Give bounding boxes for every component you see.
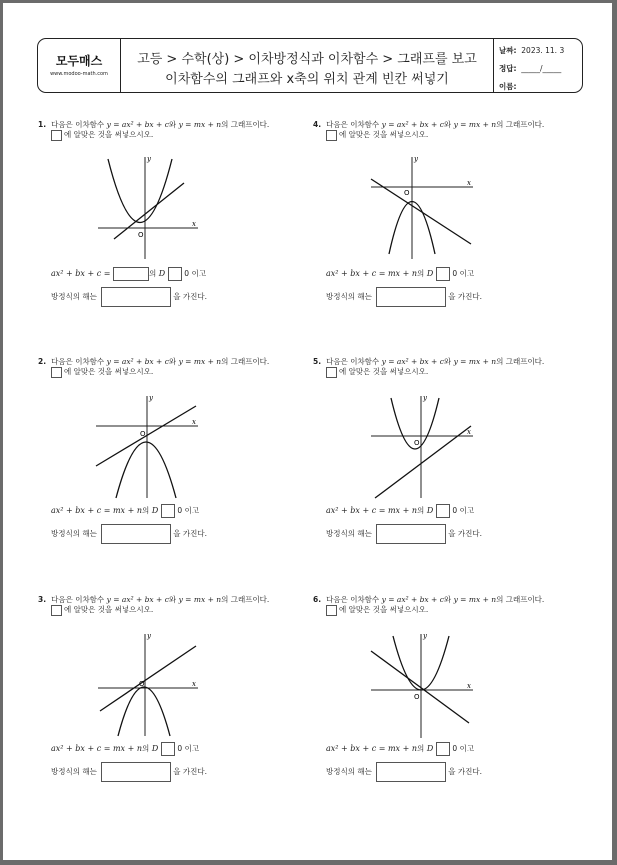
eq-middle: 의 — [417, 506, 425, 515]
eq-middle: 의 — [142, 744, 150, 753]
score-value: _____/_____ — [521, 64, 562, 73]
eq-middle: 의 — [417, 269, 425, 278]
answer-box-3b[interactable] — [161, 742, 175, 756]
blank-marker — [51, 130, 62, 141]
date-value: 2023. 11. 3 — [521, 46, 565, 55]
graph-2 — [88, 388, 208, 500]
title-line-1: 고등 > 수학(상) > 이차방정식과 이차함수 > 그래프를 보고 — [137, 52, 477, 67]
answer-box-1b[interactable] — [168, 267, 182, 281]
y-label: y — [423, 632, 427, 640]
line — [371, 179, 471, 244]
instruction-text: 에 알맞은 것을 써넣으시오. — [64, 605, 154, 614]
problem-number: 2. — [38, 357, 47, 366]
x-label: x — [467, 179, 471, 187]
worksheet-header — [37, 38, 583, 93]
y-label: y — [423, 394, 427, 402]
line — [375, 426, 471, 498]
origin-label: O — [414, 693, 420, 701]
instruction-text: 에 알맞은 것을 써넣으시오. — [339, 130, 429, 139]
eq-tail: 이고 — [459, 269, 475, 278]
parabola — [108, 159, 172, 223]
y-label: y — [149, 394, 153, 402]
problem-number: 3. — [38, 595, 47, 604]
solution-prefix: 방정식의 해는 — [51, 767, 97, 776]
origin-label: O — [138, 231, 144, 239]
question-suffix: 의 그래프이다. — [221, 357, 270, 366]
blank-marker — [51, 367, 62, 378]
blank-marker — [51, 605, 62, 616]
worksheet-title — [121, 39, 494, 92]
problem-4: 4. 다음은 이차함수 y = ax² + bx + c와 y = mx + n의 그래프이다. 에 알맞은 것을 써넣으시오. x y O ax² + bx + c = mx + n의 D 0 이고 방정식의 해는 을 가진다. — [313, 119, 583, 349]
graph-6 — [363, 626, 483, 738]
problem-2: 2. 다음은 이차함수 y = ax² + bx + c와 y = mx + n의 그래프이다. 에 알맞은 것을 써넣으시오. x y O ax² + bx + c = mx + n의 D 0 이고 방정식의 해는 을 가진다. — [38, 356, 308, 586]
answer-box-1c[interactable] — [101, 287, 171, 307]
problem-number: 5. — [313, 357, 322, 366]
origin-label: O — [414, 439, 420, 447]
question-suffix: 의 그래프이다. — [496, 595, 545, 604]
question-prefix: 다음은 이차함수 — [326, 595, 380, 604]
instruction-text: 에 알맞은 것을 써넣으시오. — [64, 367, 154, 376]
y-label: y — [147, 155, 151, 163]
name-label: 이름: — [499, 82, 517, 91]
instruction-text: 에 알맞은 것을 써넣으시오. — [339, 605, 429, 614]
question-suffix: 의 그래프이다. — [496, 357, 545, 366]
problem-number: 4. — [313, 120, 322, 129]
parabola — [116, 442, 176, 498]
blank-marker — [326, 130, 337, 141]
question-prefix: 다음은 이차함수 — [51, 595, 105, 604]
eq-middle: 의 — [148, 269, 157, 278]
eq-middle: 의 — [142, 506, 150, 515]
question-suffix: 의 그래프이다. — [496, 120, 545, 129]
graph-4 — [363, 149, 483, 261]
problem-number: 6. — [313, 595, 322, 604]
y-label: y — [414, 155, 418, 163]
question-prefix: 다음은 이차함수 — [51, 357, 105, 366]
x-label: x — [467, 682, 471, 690]
problem-number: 1. — [38, 120, 47, 129]
y-label: y — [147, 632, 151, 640]
answer-box-2b[interactable] — [161, 504, 175, 518]
question-prefix: 다음은 이차함수 — [51, 120, 105, 129]
eq-tail: 이고 — [184, 506, 200, 515]
answer-box-4c[interactable] — [376, 287, 446, 307]
eq-middle: 의 — [417, 744, 425, 753]
solution-prefix: 방정식의 해는 — [326, 292, 372, 301]
x-label: x — [467, 428, 471, 436]
answer-box-1a[interactable] — [113, 267, 149, 281]
blank-marker — [326, 605, 337, 616]
instruction-text: 에 알맞은 것을 써넣으시오. — [64, 130, 154, 139]
brand-logo — [38, 39, 121, 92]
solution-suffix: 을 가진다. — [448, 767, 482, 776]
question-prefix: 다음은 이차함수 — [326, 120, 380, 129]
solution-suffix: 을 가진다. — [173, 529, 207, 538]
line — [96, 406, 196, 466]
solution-prefix: 방정식의 해는 — [51, 292, 97, 301]
title-line-2: 이차함수의 그래프와 x축의 위치 관계 빈칸 써넣기 — [165, 72, 449, 87]
eq-tail: 이고 — [459, 744, 475, 753]
answer-box-2c[interactable] — [101, 524, 171, 544]
brand-url: www.modoo-math.com — [50, 71, 108, 77]
blank-marker — [326, 367, 337, 378]
x-label: x — [192, 418, 196, 426]
graph-3 — [88, 626, 208, 738]
graph-1 — [88, 149, 208, 261]
eq-tail: 이고 — [191, 269, 207, 278]
solution-prefix: 방정식의 해는 — [326, 767, 372, 776]
problem-1: 1. 다음은 이차함수 y = ax² + bx + c와 y = mx + n의 그래프이다. 에 알맞은 것을 써넣으시오. x y O ax² + bx + c = 의 D 0 이고 방정식의 해는 을 가진다. — [38, 119, 308, 349]
solution-prefix: 방정식의 해는 — [326, 529, 372, 538]
answer-box-3c[interactable] — [101, 762, 171, 782]
answer-box-4b[interactable] — [436, 267, 450, 281]
solution-suffix: 을 가진다. — [173, 292, 207, 301]
problem-3: 3. 다음은 이차함수 y = ax² + bx + c와 y = mx + n의 그래프이다. 에 알맞은 것을 써넣으시오. x y O ax² + bx + c = mx + n의 D 0 이고 방정식의 해는 을 가진다. — [38, 594, 308, 824]
line — [100, 646, 196, 711]
origin-label: O — [140, 430, 146, 438]
brand-name: 모두매스 — [55, 54, 103, 68]
line — [114, 183, 184, 239]
x-label: x — [192, 680, 196, 688]
answer-box-5c[interactable] — [376, 524, 446, 544]
instruction-text: 에 알맞은 것을 써넣으시오. — [339, 367, 429, 376]
problem-6: 6. 다음은 이차함수 y = ax² + bx + c와 y = mx + n의 그래프이다. 에 알맞은 것을 써넣으시오. x y O ax² + bx + c = mx + n의 D 0 이고 방정식의 해는 을 가진다. — [313, 594, 583, 824]
problem-5: 5. 다음은 이차함수 y = ax² + bx + c와 y = mx + n의 그래프이다. 에 알맞은 것을 써넣으시오. x y O ax² + bx + c = mx + n의 D 0 이고 방정식의 해는 을 가진다. — [313, 356, 583, 586]
solution-prefix: 방정식의 해는 — [51, 529, 97, 538]
answer-box-5b[interactable] — [436, 504, 450, 518]
worksheet-page — [3, 3, 612, 860]
origin-label: O — [404, 189, 410, 197]
solution-suffix: 을 가진다. — [448, 292, 482, 301]
answer-box-6b[interactable] — [436, 742, 450, 756]
question-prefix: 다음은 이차함수 — [326, 357, 380, 366]
line — [371, 651, 469, 723]
graph-5 — [363, 388, 483, 500]
origin-label: O — [139, 680, 145, 688]
answer-box-6c[interactable] — [376, 762, 446, 782]
eq-tail: 이고 — [459, 506, 475, 515]
x-label: x — [192, 220, 196, 228]
parabola — [118, 687, 170, 736]
question-suffix: 의 그래프이다. — [221, 595, 270, 604]
solution-suffix: 을 가진다. — [173, 767, 207, 776]
solution-suffix: 을 가진다. — [448, 529, 482, 538]
date-label: 날짜: — [499, 46, 517, 55]
score-label: 정답: — [499, 64, 517, 73]
question-suffix: 의 그래프이다. — [221, 120, 270, 129]
worksheet-meta — [497, 39, 584, 92]
eq-tail: 이고 — [184, 744, 200, 753]
